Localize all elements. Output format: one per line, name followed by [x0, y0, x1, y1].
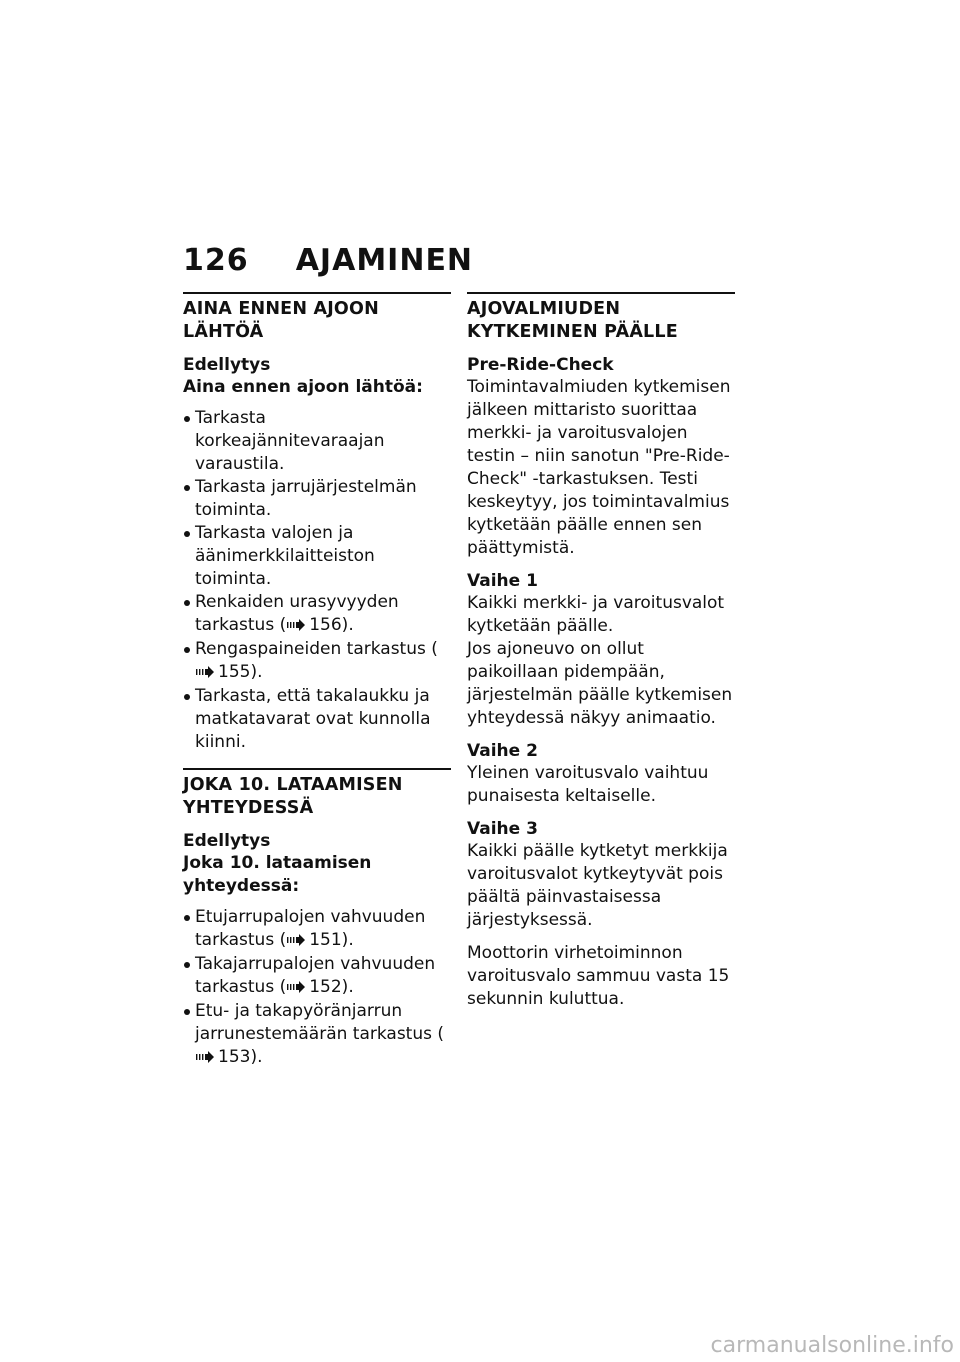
- reference-arrow-icon: [196, 1047, 214, 1070]
- checklist: [183, 906, 451, 1070]
- section-every-10th-charge: [183, 768, 451, 1070]
- step-1-note: Jos ajoneuvo on ollut paikoillaan pidempään, järjestelmän päälle kytkemisen yhteydessä näkyy animaatio.: [467, 639, 733, 728]
- reference-arrow-icon: [287, 615, 305, 638]
- step-1-title: Vaihe 1: [467, 571, 538, 591]
- section-title: AJOVALMIUDEN KYTKEMINEN PÄÄLLE: [467, 299, 678, 342]
- list-item: Tarkasta valojen ja äänimerkkilaitteiston toiminta.: [183, 522, 451, 591]
- page-reference[interactable]: 155).: [218, 662, 263, 682]
- section-ride-ready: [467, 292, 735, 1011]
- watermark: carmanualsonline.info: [710, 1333, 954, 1358]
- subhead-prerequisite: Edellytys: [183, 355, 271, 375]
- right-column: [467, 292, 735, 1025]
- section-before-ride: [183, 292, 451, 754]
- intro-paragraph: Toimintavalmiuden kytkemisen jälkeen mittaristo suorittaa merkki- ja varoitusvalojen testin – niin sanotun "Pre-Ride-Check" -tarkastuksen. Testi keskeytyy, jos toimintavalmius kytketään päälle ennen sen päättymistä.: [467, 377, 731, 558]
- page-reference[interactable]: 151).: [309, 930, 354, 950]
- section-title: JOKA 10. LATAAMISEN YHTEYDESSÄ: [183, 775, 403, 818]
- list-item: Etu- ja takapyöränjarrun jarrunestemäärän tarkastus (153).: [183, 1000, 451, 1070]
- page-reference[interactable]: 152).: [309, 977, 354, 997]
- closing-paragraph: Moottorin virhetoiminnon varoitusvalo sammuu vasta 15 sekunnin kuluttua.: [467, 943, 730, 1009]
- subhead-pre-ride-check: Pre-Ride-Check: [467, 355, 614, 375]
- list-item: Rengaspaineiden tarkastus (155).: [183, 638, 451, 685]
- reference-arrow-icon: [287, 930, 305, 953]
- section-title: AINA ENNEN AJOON LÄHTÖÄ: [183, 299, 379, 342]
- page-number: 126: [183, 243, 249, 278]
- list-item: Renkaiden urasyvyyden tarkastus ( 156).: [183, 591, 451, 638]
- checklist: [183, 407, 451, 754]
- list-item: Tarkasta korkeajännitevaraajan varaustila.: [183, 407, 451, 476]
- lead-text: Joka 10. lataamisen yhteydessä:: [183, 853, 372, 896]
- reference-arrow-icon: [287, 977, 305, 1000]
- left-column: [183, 292, 451, 1084]
- page-reference[interactable]: 153).: [218, 1047, 263, 1067]
- subhead-prerequisite: Edellytys: [183, 831, 271, 851]
- chapter-title: AJAMINEN: [295, 243, 474, 278]
- step-2-title: Vaihe 2: [467, 741, 538, 761]
- page-reference[interactable]: 156).: [309, 615, 354, 635]
- lead-text: Aina ennen ajoon lähtöä:: [183, 377, 423, 397]
- step-3-title: Vaihe 3: [467, 819, 538, 839]
- reference-arrow-icon: [196, 662, 214, 685]
- step-2-text: Yleinen varoitusvalo vaihtuu punaisesta keltaiselle.: [467, 763, 709, 806]
- step-3-text: Kaikki päälle kytketyt merkkija varoitusvalot kytkeytyvät pois päältä päinvastaisessa järjestyksessä.: [467, 841, 728, 930]
- page-header: [183, 243, 473, 278]
- list-item: Tarkasta jarrujärjestelmän toiminta.: [183, 476, 451, 522]
- list-item: Tarkasta, että takalaukku ja matkatavarat ovat kunnolla kiinni.: [183, 685, 451, 754]
- list-item: Takajarrupalojen vahvuuden tarkastus ( 152).: [183, 953, 451, 1000]
- list-item: Etujarrupalojen vahvuuden tarkastus ( 151).: [183, 906, 451, 953]
- step-1-text: Kaikki merkki- ja varoitusvalot kytketään päälle.: [467, 593, 725, 636]
